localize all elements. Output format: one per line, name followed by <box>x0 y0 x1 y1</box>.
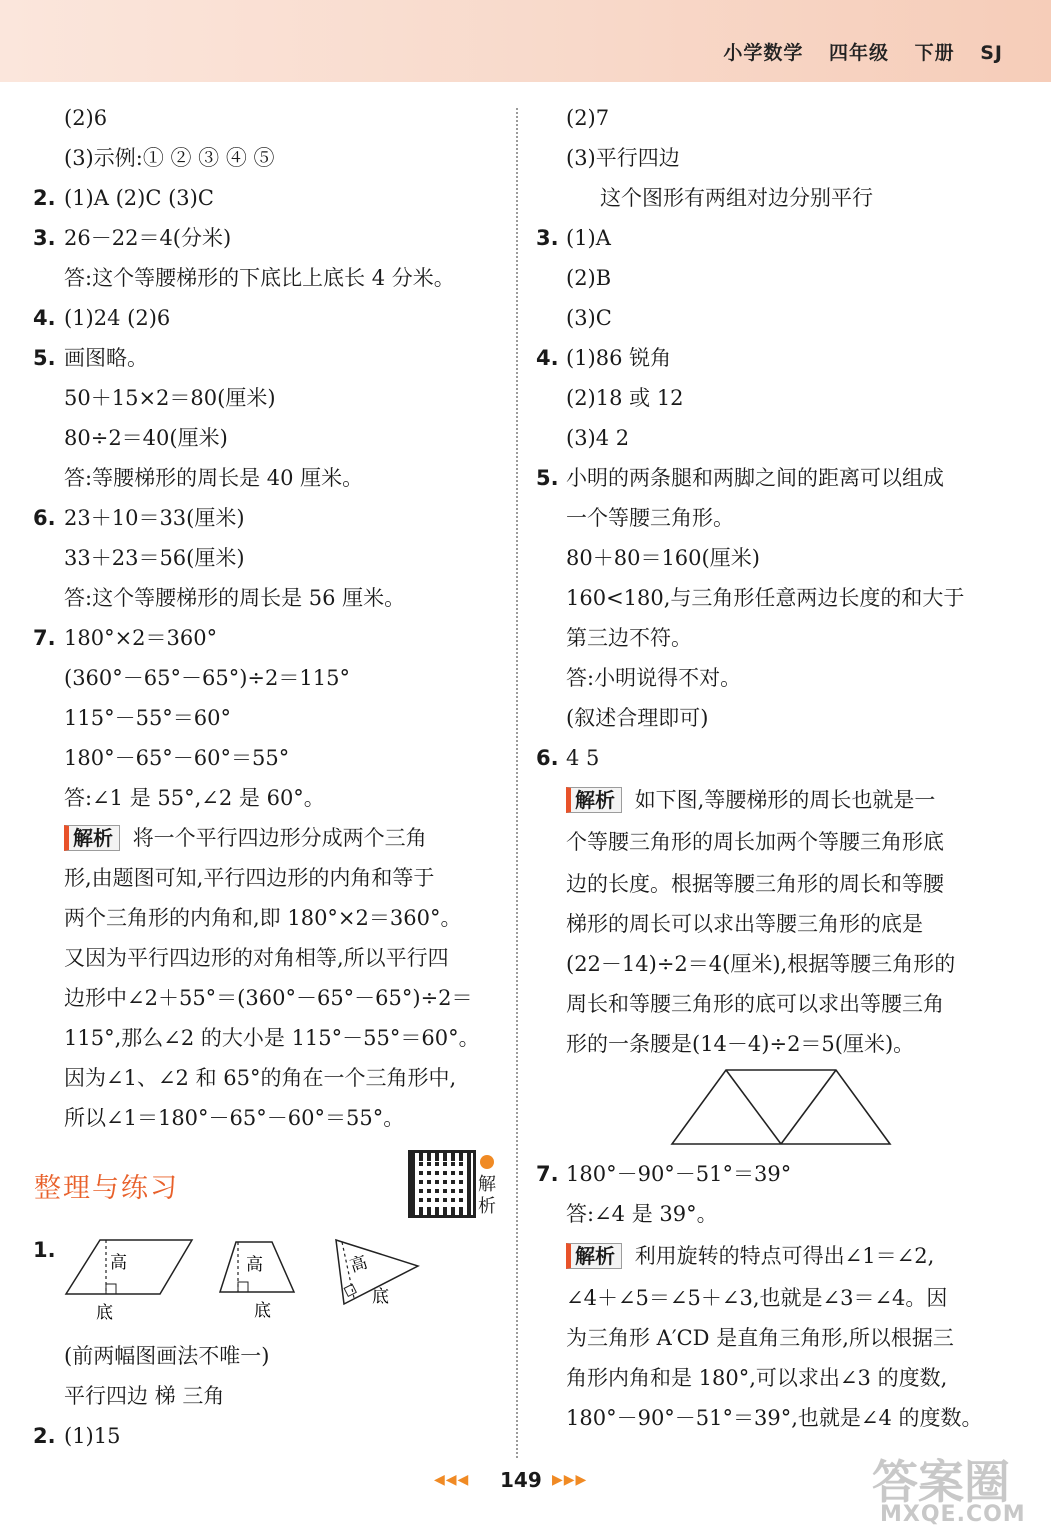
analysis-line: (22－14)÷2＝4(厘米),根据等腰三角形的 <box>566 952 956 976</box>
analysis-line: 115°,那么∠2 的大小是 115°－55°＝60°。 <box>64 1026 480 1050</box>
analysis-line <box>64 824 427 852</box>
problem-number: 4. <box>33 306 56 330</box>
analysis-line: 角形内角和是 180°,可以求出∠3 的度数, <box>566 1366 948 1390</box>
problem-number: 5. <box>536 466 559 490</box>
watermark: 答案圈 <box>872 1455 1010 1509</box>
left-line: 33＋23＝56(厘米) <box>64 546 245 570</box>
left-line: 50＋15×2＝80(厘米) <box>64 386 276 410</box>
right-line: 小明的两条腿和两脚之间的距离可以组成 <box>566 466 944 490</box>
header-title <box>705 38 1003 65</box>
problem-number: 7. <box>536 1162 559 1186</box>
left-line: (前两幅图画法不唯一) <box>64 1344 270 1368</box>
header-subject: 小学数学 <box>723 42 804 64</box>
triangle-figure <box>330 1236 430 1316</box>
analysis-tag: 解析 <box>566 1243 622 1269</box>
right-line: 4 5 <box>566 746 600 770</box>
problem-number: 4. <box>536 346 559 370</box>
right-line: 160<180,与三角形任意两边长度的和大于 <box>566 586 965 610</box>
analysis-text: 将一个平行四边形分成两个三角 <box>132 826 427 850</box>
analysis-text: 如下图,等腰梯形的周长也就是一 <box>634 788 936 812</box>
page-number: 149 <box>500 1468 542 1492</box>
left-line: 115°－55°＝60° <box>64 706 232 730</box>
analysis-line: 因为∠1、∠2 和 65°的角在一个三角形中, <box>64 1066 457 1090</box>
right-line: (2)B <box>566 266 612 290</box>
analysis-line <box>566 1242 934 1270</box>
right-line: 第三边不符。 <box>566 626 692 650</box>
analysis-line: 又因为平行四边形的对角相等,所以平行四 <box>64 946 449 970</box>
left-line: (1)15 <box>64 1424 121 1448</box>
left-line: 答:∠1 是 55°,∠2 是 60°。 <box>64 786 325 810</box>
analysis-line: 周长和等腰三角形的底可以求出等腰三角 <box>566 992 944 1016</box>
qr-label: 解析 <box>478 1174 496 1217</box>
right-line: (2)7 <box>566 106 610 130</box>
trapezoid-figure <box>214 1232 314 1324</box>
left-line: (1)A (2)C (3)C <box>64 186 214 210</box>
trapezoid-triangles-figure <box>666 1066 898 1150</box>
analysis-line: 两个三角形的内角和,即 180°×2＝360°。 <box>64 906 462 930</box>
base-label: 底 <box>96 1303 113 1323</box>
right-line: (2)18 或 12 <box>566 386 684 410</box>
left-line: 80÷2＝40(厘米) <box>64 426 228 450</box>
left-line: (1)24 (2)6 <box>64 306 171 330</box>
left-line: (2)6 <box>64 106 108 130</box>
left-line: 答:这个等腰梯形的周长是 56 厘米。 <box>64 586 406 610</box>
height-label: 高 <box>246 1255 263 1275</box>
right-line: 答:小明说得不对。 <box>566 666 742 690</box>
problem-number: 5. <box>33 346 56 370</box>
header-edition: SJ <box>980 42 1003 64</box>
problem-number: 7. <box>33 626 56 650</box>
analysis-line: 个等腰三角形的周长加两个等腰三角形底 <box>566 830 944 854</box>
analysis-line: ∠4＋∠5＝∠5＋∠3,也就是∠3＝∠4。因 <box>566 1286 948 1310</box>
analysis-line: 形,由题图可知,平行四边形的内角和等于 <box>64 866 435 890</box>
header-volume: 下册 <box>914 42 955 64</box>
column-divider <box>516 108 518 1458</box>
problem-number: 6. <box>33 506 56 530</box>
left-line: 26－22＝4(分米) <box>64 226 232 250</box>
right-line: (3)C <box>566 306 612 330</box>
prev-arrows-icon: ◀◀◀ <box>434 1472 470 1488</box>
left-line: (3)示例:① ② ③ ④ ⑤ <box>64 146 275 170</box>
left-line: 180°×2＝360° <box>64 626 218 650</box>
play-icon[interactable] <box>480 1155 494 1169</box>
qr-code-icon[interactable] <box>408 1150 476 1218</box>
analysis-line: 梯形的周长可以求出等腰三角形的底是 <box>566 912 923 936</box>
right-line: (1)A <box>566 226 611 250</box>
left-line: 23＋10＝33(厘米) <box>64 506 245 530</box>
left-line: 平行四边 梯 三角 <box>64 1384 225 1408</box>
right-line: 180°－90°－51°＝39° <box>566 1162 792 1186</box>
left-line: 答:这个等腰梯形的下底比上底长 4 分米。 <box>64 266 455 290</box>
left-line: 画图略。 <box>64 346 148 370</box>
problem-number: 3. <box>33 226 56 250</box>
section-title: 整理与练习 <box>34 1173 179 1204</box>
analysis-line <box>566 786 935 814</box>
problem-number: 3. <box>536 226 559 250</box>
analysis-line: 所以∠1＝180°－65°－60°＝55°。 <box>64 1106 405 1130</box>
parallelogram-figure <box>60 1232 200 1324</box>
base-label: 底 <box>372 1287 389 1307</box>
right-line: (1)86 锐角 <box>566 346 672 370</box>
right-line: 80＋80＝160(厘米) <box>566 546 760 570</box>
height-label: 高 <box>347 1252 370 1277</box>
problem-number: 2. <box>33 1424 56 1448</box>
next-arrows-icon: ▶▶▶ <box>552 1472 588 1488</box>
problem-number: 2. <box>33 186 56 210</box>
analysis-line: 为三角形 A′CD 是直角三角形,所以根据三 <box>566 1326 954 1350</box>
right-line: (叙述合理即可) <box>566 706 709 730</box>
right-line: 这个图形有两组对边分别平行 <box>600 186 873 210</box>
analysis-line: 边的长度。根据等腰三角形的周长和等腰 <box>566 872 944 896</box>
right-line: (3)4 2 <box>566 426 630 450</box>
problem-number: 6. <box>536 746 559 770</box>
right-line: 一个等腰三角形。 <box>566 506 734 530</box>
analysis-tag: 解析 <box>64 825 120 851</box>
height-label: 高 <box>110 1253 127 1273</box>
right-line: 答:∠4 是 39°。 <box>566 1202 718 1226</box>
left-line: 答:等腰梯形的周长是 40 厘米。 <box>64 466 364 490</box>
analysis-text: 利用旋转的特点可得出∠1＝∠2, <box>634 1244 935 1268</box>
base-label: 底 <box>254 1301 271 1321</box>
watermark-url: MXQE.COM <box>880 1502 1026 1527</box>
analysis-tag: 解析 <box>566 787 622 813</box>
header-grade: 四年级 <box>828 42 889 64</box>
analysis-line: 180°－90°－51°＝39°,也就是∠4 的度数。 <box>566 1406 983 1430</box>
left-line: 180°－65°－60°＝55° <box>64 746 290 770</box>
analysis-line: 边形中∠2＋55°＝(360°－65°－65°)÷2＝ <box>64 986 473 1010</box>
right-line: (3)平行四边 <box>566 146 680 170</box>
analysis-line: 形的一条腰是(14－4)÷2＝5(厘米)。 <box>566 1032 915 1056</box>
left-line: (360°－65°－65°)÷2＝115° <box>64 666 350 690</box>
problem-number: 1. <box>33 1238 56 1262</box>
